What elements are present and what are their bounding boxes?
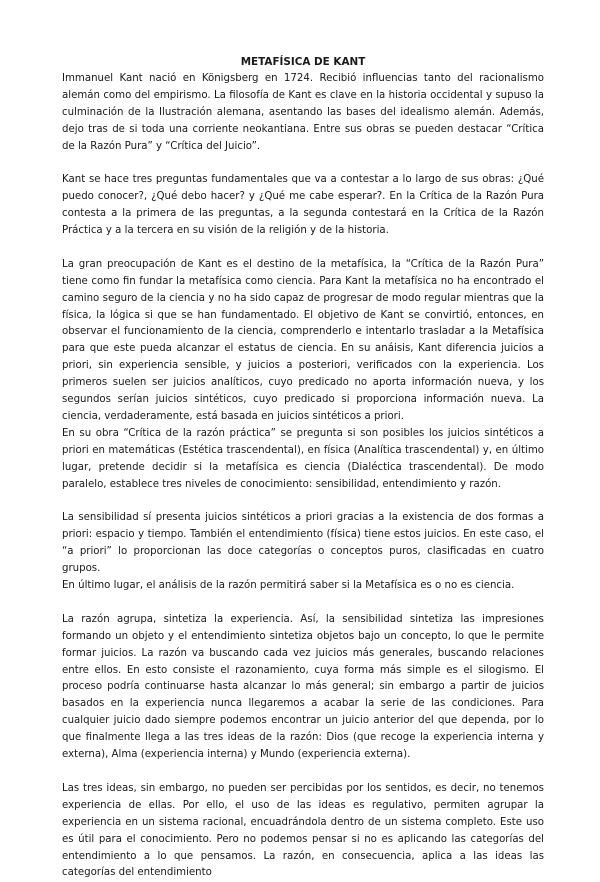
paragraph-reason-analysis: En último lugar, el análisis de la razón permitirá saber si la Metafísica es o no es ciencia. [62, 580, 515, 592]
paragraph-questions: Kant se hace tres preguntas fundamentales que va a contestar a lo largo de sus obras: ¿Qué puedo conocer?, ¿Qué debo hacer? y ¿Qué me cabe esperar?. En la Crítica de la Razón Pura contesta a la primera de las preguntas, a la segunda contestará en la Crítica de la Razón Práctica y a la tercera en su visión de la religión y de la historia. [62, 174, 544, 237]
paragraph-gap [62, 595, 544, 612]
paragraph-ideas: Las tres ideas, sin embargo, no pueden ser percibidas por los sentidos, es decir, no tenemos experiencia de ellas. Por ello, el uso de las ideas es regulativo, permiten agrupar la experiencia en un sistema racional, encuadrándola dentro de un sistema completo. Este uso es útil para el conocimiento. Pero no podemos pensar si no es aplicando las categorías del entendimiento a lo que pensamos. La razón, en consecuencia, aplica a las ideas las categorías del entendimiento [62, 782, 544, 879]
paragraph-gap [62, 764, 544, 781]
document-page [62, 54, 544, 882]
paragraph-intro: Immanuel Kant nació en Königsberg en 1724. Recibió influencias tanto del racionalismo alemán como del empirismo. La filosofía de Kant es clave en la historia occidental y supuso la culminación de la Ilustración alemana, asentando las bases del idealismo alemán. Además, dejo tras de si toda una corriente neokantiana. Entre sus obras se pueden destacar “Crítica de la Razón Pura” y “Crítica del Juicio”. [62, 72, 544, 152]
paragraph-gap [62, 240, 544, 257]
paragraph-gap [62, 155, 544, 172]
page-title: METAFÍSICA DE KANT [240, 56, 366, 68]
paragraph-gap [62, 494, 544, 511]
paragraph-practical-reason: En su obra “Crítica de la razón práctica” se pregunta si son posibles los juicios sintéticos a priori en matemáticas (Estética trascendental), en física (Analítica trascendental) y, en último lugar, pretende decidir si la metafísica es ciencia (Dialéctica trascendental). De modo paralelo, establece tres niveles de conocimiento: sensibilidad, entendimiento y razón. [62, 427, 544, 490]
paragraph-metaphysics: La gran preocupación de Kant es el destino de la metafísica, la “Crítica de la Razón Pura” tiene como fin fundar la metafísica como ciencia. Para Kant la metafísica no ha encontrado el camino seguro de la ciencia y no ha sido capaz de progresar de modo regular mientras que la física, la lógica si que se han fundamentado. El objetivo de Kant se convirtió, entonces, en observar el funcionamiento de la ciencia, comprenderlo e intentarlo trasladar a la Metafísica para que este pueda alcanzar el estatus de ciencia. En su anáisis, Kant diferencia juicios a priori, sin experiencia sensible, y juicios a posteriori, verificados con la experiencia. Los primeros suelen ser juicios analíticos, cuyo predicado no aporta información nueva, y los segundos serían juicios sintéticos, cuyo predicado si proporciona información nueva. La ciencia, verdaderamente, está basada en juicios sintéticos a priori. [62, 258, 544, 422]
paragraph-reason: La razón agrupa, sintetiza la experiencia. Así, la sensibilidad sintetiza las impresiones formando un objeto y el entendimiento sintetiza objetos bajo un concepto, lo que le permite formar juicios. La razón va buscando cada vez juicios más generales, buscando relaciones entre ellos. En esto consiste el razonamiento, cuya forma más simple es el silogismo. El proceso podría continuarse hasta alcanzar lo más general; sin embargo a partir de juicios basados en la experiencia nunca llegaremos a acabar la serie de las condiciones. Para cualquier juicio dado siempre podemos encontrar un juicio anterior del que dependa, por lo que finalmente llega a las tres ideas de la razón: Dios (que recoge la experiencia interna y externa), Alma (experiencia interna) y Mundo (experiencia externa). [62, 613, 544, 761]
paragraph-sensibility: La sensibilidad sí presenta juicios sintéticos a priori gracias a la existencia de dos formas a priori: espacio y tiempo. También el entendimiento (física) tiene estos juicios. En este caso, el “a priori” lo proporcionan las doce categorías o conceptos puros, clasificadas en cuatro grupos. [62, 512, 544, 575]
